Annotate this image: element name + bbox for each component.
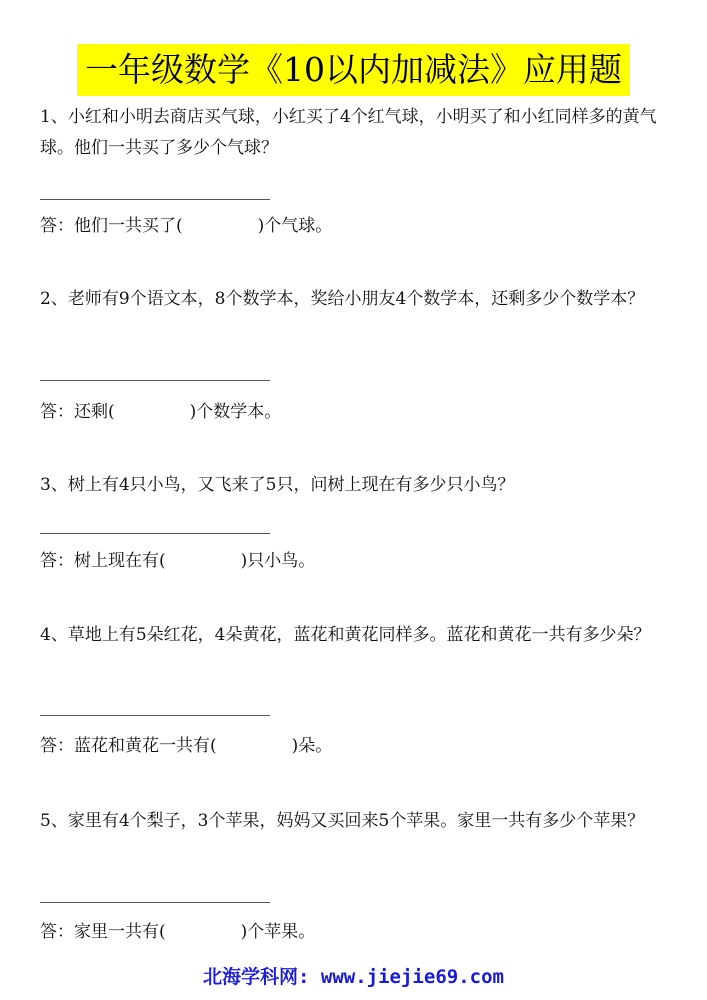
- answer-suffix: )个气球。: [257, 216, 333, 236]
- answer-prefix: 答：树上现在有(: [40, 551, 166, 571]
- question-text: 1、小红和小明去商店买气球，小红买了4个红气球，小明买了和小红同样多的黄气球。他们一共买了多少个气球？: [40, 107, 657, 158]
- answer-suffix: )只小鸟。: [240, 551, 316, 571]
- question-text: 2、老师有9个语文本，8个数学本，奖给小朋友4个数学本，还剩多少个数学本？: [40, 289, 645, 309]
- answer-prefix: 答：蓝花和黄花一共有(: [40, 736, 217, 756]
- work-line: [40, 902, 270, 903]
- question-text: 4、草地上有5朵红花，4朵黄花，蓝花和黄花同样多。蓝花和黄花一共有多少朵？: [40, 625, 651, 645]
- answer-5: [40, 918, 315, 946]
- work-line: [40, 533, 270, 534]
- question-5: [40, 806, 680, 837]
- question-3: [40, 470, 680, 501]
- answer-1: [40, 212, 332, 240]
- footer-watermark: 北海学科网: www.jiejie69.com: [203, 966, 504, 988]
- answer-3: [40, 547, 315, 575]
- answer-2: [40, 398, 281, 426]
- question-text: 3、树上有4只小鸟，又飞来了5只，问树上现在有多少只小鸟？: [40, 475, 515, 495]
- page-title: 一年级数学《10以内加减法》应用题: [77, 44, 630, 96]
- answer-prefix: 答：他们一共买了(: [40, 216, 183, 236]
- question-2: [40, 284, 680, 315]
- answer-suffix: )朵。: [291, 736, 333, 756]
- answer-4: [40, 732, 332, 760]
- question-1: [40, 102, 680, 164]
- work-line: [40, 199, 270, 200]
- answer-prefix: 答：家里一共有(: [40, 922, 166, 942]
- answer-suffix: )个数学本。: [189, 402, 282, 422]
- answer-prefix: 答：还剩(: [40, 402, 115, 422]
- question-text: 5、家里有4个梨子，3个苹果，妈妈又买回来5个苹果。家里一共有多少个苹果？: [40, 811, 645, 831]
- title-area: [0, 44, 707, 96]
- question-4: [40, 620, 680, 651]
- work-line: [40, 715, 270, 716]
- work-line: [40, 380, 270, 381]
- answer-suffix: )个苹果。: [240, 922, 316, 942]
